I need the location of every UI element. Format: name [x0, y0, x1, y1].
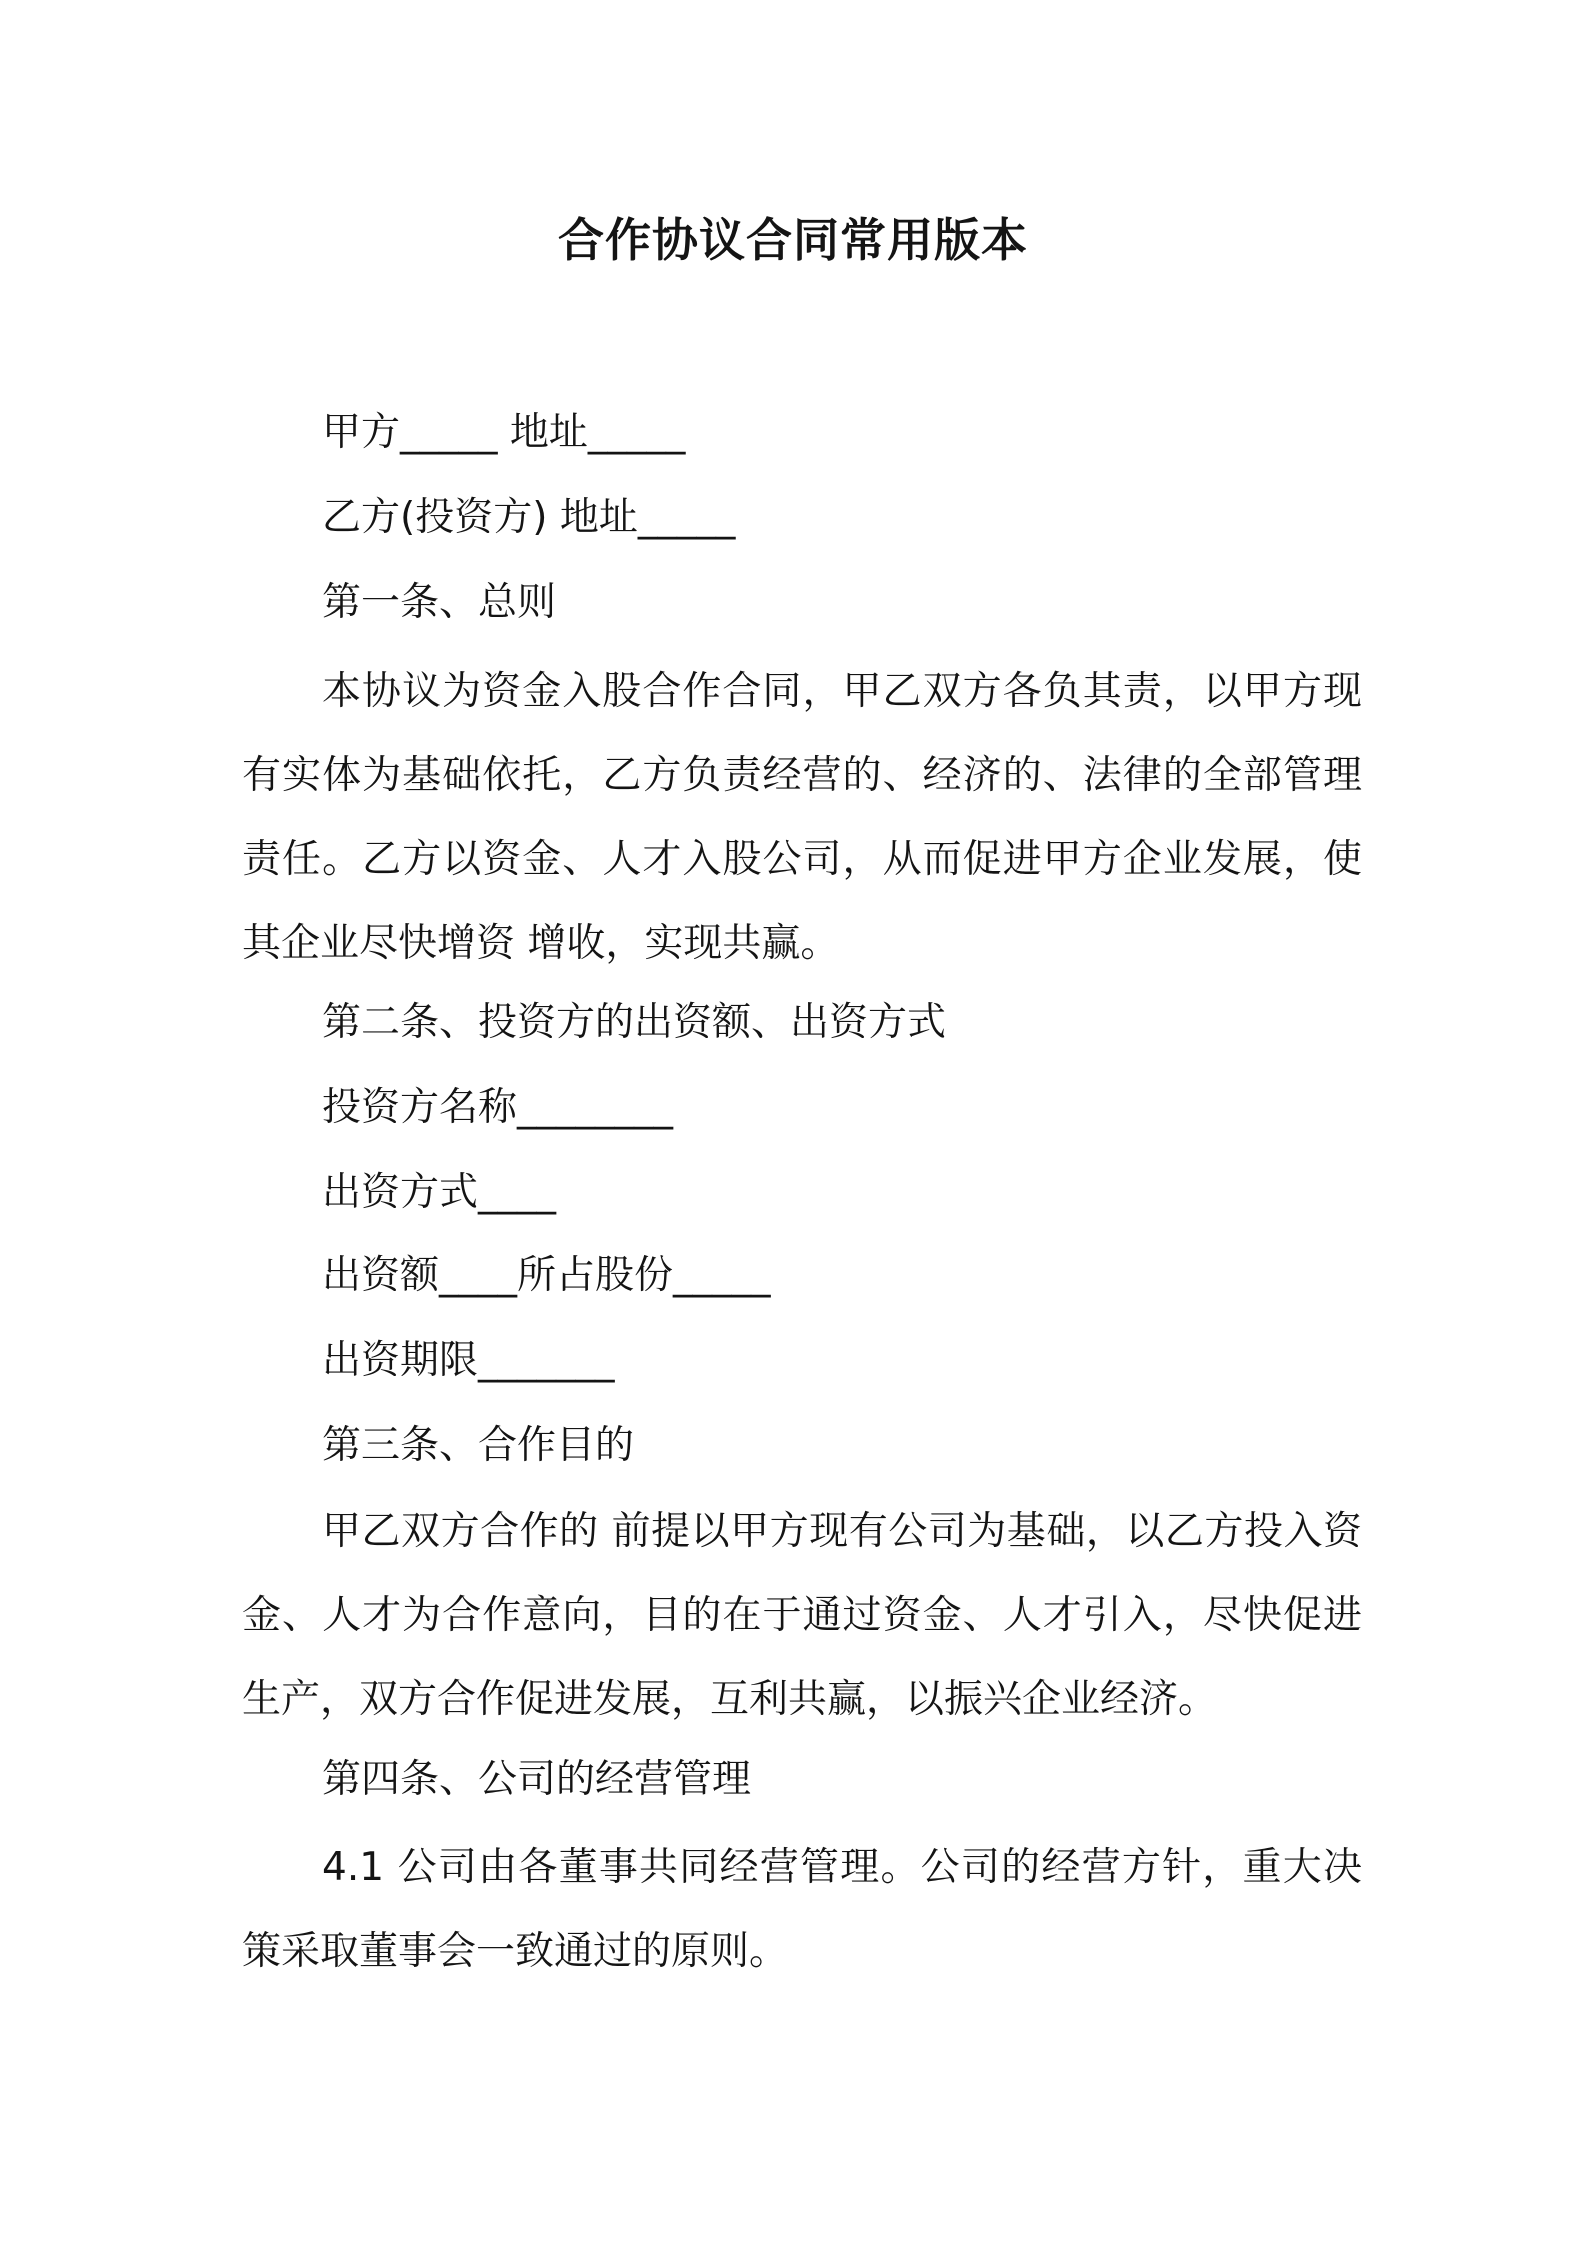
contribution-method-line: 出资方式____ [322, 1170, 557, 1215]
contribution-amount-line: 出资额____所占股份_____ [322, 1253, 771, 1298]
article-1-body: 本协议为资金入股合作合同，甲乙双方各负其责，以甲方现有实体为基础依托，乙方负责经营的、经济的、法律的全部管理责任。乙方以资金、人才入股公司，从而促进甲方企业发展，使其企业尽快增资 增收，实现共赢。 [242, 669, 1362, 966]
article-1-heading: 第一条、总则 [322, 580, 557, 625]
party-a-line: 甲方_____ 地址_____ [322, 410, 686, 455]
article-2-heading: 第二条、投资方的出资额、出资方式 [322, 1000, 947, 1045]
document-title: 合作协议合同常用版本 [558, 213, 1028, 267]
article-4-heading: 第四条、公司的经营管理 [322, 1757, 752, 1802]
investor-name-line: 投资方名称________ [322, 1085, 674, 1130]
party-b-line: 乙方(投资方) 地址_____ [322, 495, 736, 540]
article-3-heading: 第三条、合作目的 [322, 1423, 635, 1468]
article-4-1-body: 4.1 公司由各董事共同经营管理。公司的经营方针，重大决策采取董事会一致通过的原则。 [242, 1845, 1362, 1974]
contribution-period-line: 出资期限_______ [322, 1338, 615, 1383]
article-3-body: 甲乙双方合作的 前提以甲方现有公司为基础，以乙方投入资金、人才为合作意向，目的在于通过资金、人才引入，尽快促进生产，双方合作促进发展，互利共赢，以振兴企业经济。 [242, 1509, 1362, 1722]
